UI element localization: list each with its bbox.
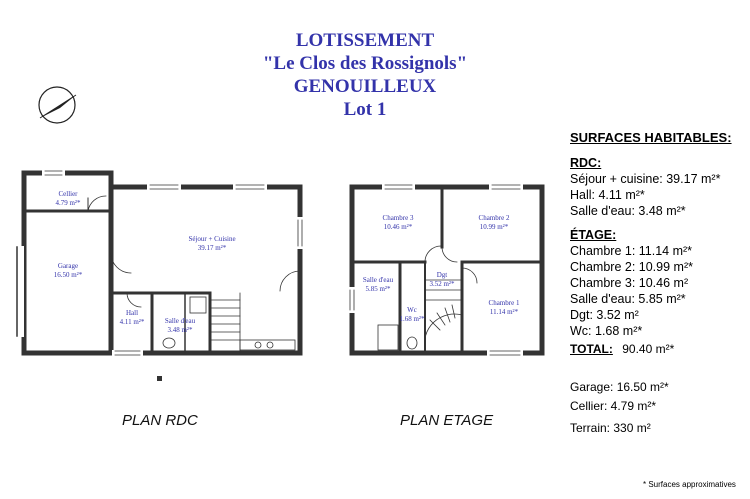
etage-item: Chambre 3: 10.46 m² xyxy=(570,276,689,290)
etage-item: Wc: 1.68 m²* xyxy=(570,324,643,338)
etage-item: Salle d'eau: 5.85 m²* xyxy=(570,292,686,306)
cellier-surface: Cellier: 4.79 m²* xyxy=(570,399,657,413)
rdc-item: Hall: 4.11 m²* xyxy=(570,188,645,202)
room-name-dgt: Dgt xyxy=(436,271,448,279)
etage-item: Chambre 2: 10.99 m²* xyxy=(570,260,693,274)
room-name-salle-eau-rdc: Salle d'eau xyxy=(164,317,196,325)
room-name-wc: Wc xyxy=(407,306,417,314)
room-area-chambre-2: 10.99 m²* xyxy=(479,223,509,231)
title-line-3: GENOUILLEUX xyxy=(293,76,437,97)
surfaces-rdc xyxy=(570,155,720,219)
room-name-chambre-1: Chambre 1 xyxy=(488,299,520,307)
footnote: * Surfaces approximatives xyxy=(643,480,736,489)
room-name-cellier: Cellier xyxy=(58,190,78,198)
room-area-cellier: 4.79 m²* xyxy=(55,199,81,207)
room-area-garage: 16.50 m²* xyxy=(53,271,83,279)
rdc-heading: RDC: xyxy=(570,156,602,170)
total-label: TOTAL: xyxy=(570,342,613,356)
room-name-chambre-3: Chambre 3 xyxy=(382,214,414,222)
title-line-4: Lot 1 xyxy=(343,99,387,120)
total-value: 90.40 m²* xyxy=(622,342,675,356)
compass-icon xyxy=(39,87,76,123)
etage-heading: ÉTAGE: xyxy=(570,228,617,242)
rdc-item: Salle d'eau: 3.48 m²* xyxy=(570,204,686,218)
rdc-item: Séjour + cuisine: 39.17 m²* xyxy=(570,172,721,186)
room-name-chambre-2: Chambre 2 xyxy=(478,214,510,222)
room-area-sejour: 39.17 m²* xyxy=(197,244,227,252)
etage-item: Chambre 1: 11.14 m²* xyxy=(570,244,693,258)
room-name-salle-eau-etage: Salle d'eau xyxy=(362,276,394,284)
room-area-hall: 4.11 m²* xyxy=(119,318,145,326)
etage-item: Dgt: 3.52 m² xyxy=(570,308,639,322)
surfaces-heading: SURFACES HABITABLES: xyxy=(570,130,732,145)
room-name-sejour: Séjour + Cuisine xyxy=(188,235,236,243)
room-area-wc: 1.68 m²* xyxy=(399,315,425,323)
title-line-1: LOTISSEMENT xyxy=(295,30,435,51)
caption-plan-etage: PLAN ETAGE xyxy=(400,412,494,429)
plan-etage xyxy=(350,185,542,355)
title-line-2: "Le Clos des Rossignols" xyxy=(262,53,468,74)
room-area-salle-eau-rdc: 3.48 m²* xyxy=(167,326,193,334)
room-area-chambre-1: 11.14 m²* xyxy=(489,308,519,316)
garage-surface: Garage: 16.50 m²* xyxy=(570,380,669,394)
room-name-garage: Garage xyxy=(57,262,79,270)
room-area-dgt: 3.52 m²* xyxy=(429,280,455,288)
room-area-salle-eau-etage: 5.85 m²* xyxy=(365,285,391,293)
surfaces-total xyxy=(570,341,674,357)
caption-plan-rdc: PLAN RDC xyxy=(122,412,198,429)
room-area-chambre-3: 10.46 m²* xyxy=(383,223,413,231)
surfaces-etage xyxy=(570,227,693,339)
room-name-hall: Hall xyxy=(125,309,139,317)
terrain-surface: Terrain: 330 m² xyxy=(570,421,651,435)
